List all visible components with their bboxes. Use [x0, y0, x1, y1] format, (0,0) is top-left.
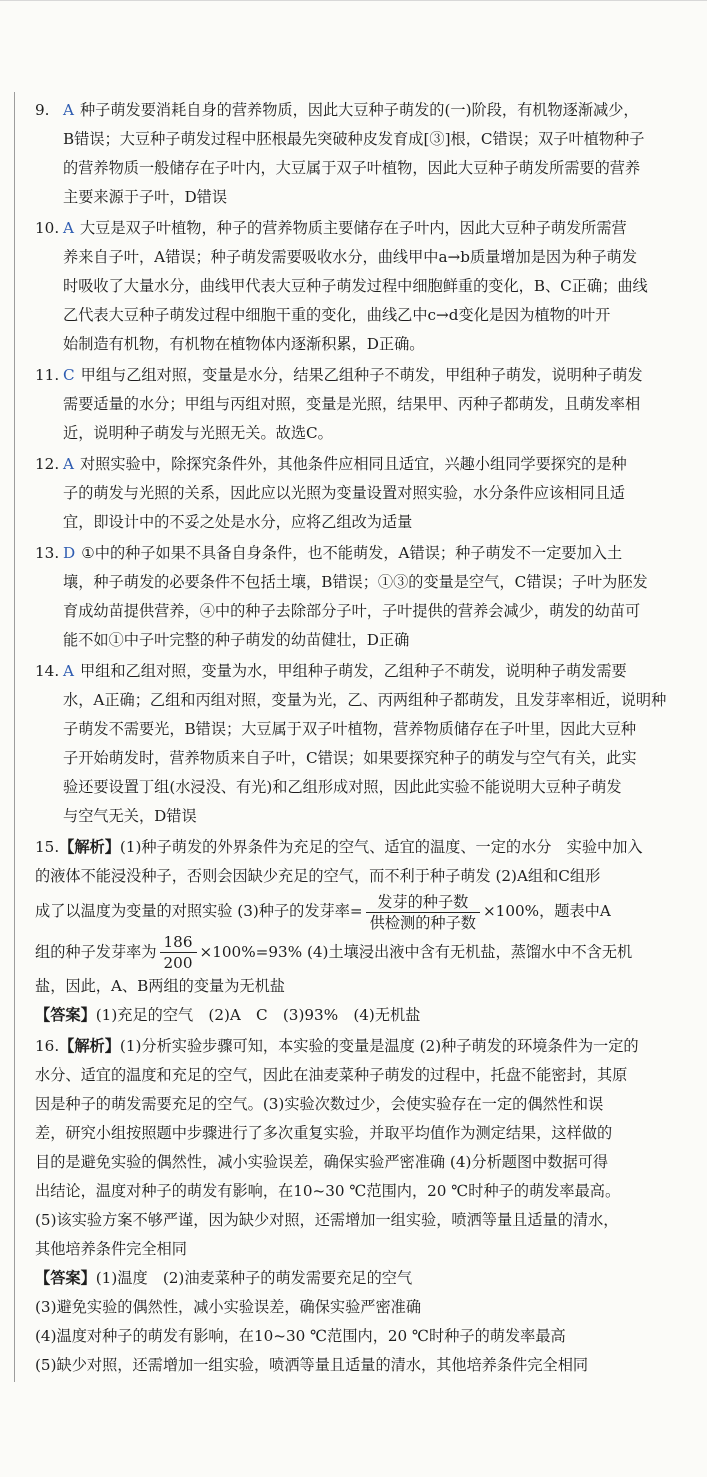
explanation-line: 能不如①中子叶完整的种子萌发的幼苗健壮，D正确 [63, 631, 410, 649]
analysis-line: (1)分析实验步骤可知，本实验的变量是温度 (2)种子萌发的环境条件为一定的 [119, 1037, 639, 1055]
answer-letter: A [63, 219, 74, 237]
group-a-rate-fraction [160, 933, 197, 972]
question-number: 10. [35, 219, 60, 237]
fraction-numerator: 发芽的种子数 [366, 893, 480, 913]
explanation-line: ①中的种子如果不具备自身条件，也不能萌发，A错误；种子萌发不一定要加入土 [81, 544, 623, 562]
analysis-line: ×100%，题表中A [482, 902, 611, 920]
explanation-line: 主要来源于子叶，D错误 [63, 188, 228, 206]
analysis-line: 其他培养条件完全相同 [35, 1240, 187, 1258]
germination-rate-formula [366, 893, 480, 932]
answer-text: (1)充足的空气 (2)A C (3)93% (4)无机盐 [95, 1006, 421, 1024]
question-13 [35, 539, 675, 655]
explanation-line: 的营养物质一般储存在子叶内，大豆属于双子叶植物，因此大豆种子萌发所需要的营养 [63, 159, 641, 177]
question-16 [35, 1032, 675, 1380]
answer-letter: D [63, 544, 76, 562]
answer-text: (4)温度对种子的萌发有影响，在10~30 ℃范围内，20 ℃时种子的萌发率最高 [35, 1327, 566, 1345]
analysis-line: 盐，因此，A、B两组的变量为无机盐 [35, 977, 285, 995]
explanation-line: 甲组和乙组对照，变量为水，甲组种子萌发，乙组种子不萌发，说明种子萌发需要 [79, 662, 627, 680]
question-10 [35, 214, 675, 359]
explanation-line: 始制造有机物，有机物在植物体内逐渐积累，D正确。 [63, 335, 425, 353]
left-margin-rule [14, 92, 15, 1382]
explanation-line: 验还要设置丁组(水浸没、有光)和乙组形成对照，因此此实验不能说明大豆种子萌发 [63, 778, 622, 796]
answer-letter: A [63, 455, 74, 473]
question-number: 12. [35, 455, 60, 473]
answer-text: (1)温度 (2)油麦菜种子的萌发需要充足的空气 [95, 1269, 413, 1287]
analysis-line: 水分、适宜的温度和充足的空气，因此在油麦菜种子萌发的过程中，托盘不能密封，其原 [35, 1066, 628, 1084]
analysis-line: 成了以温度为变量的对照实验 (3)种子的发芽率= [35, 902, 363, 920]
analysis-line: 差，研究小组按照题中步骤进行了多次重复实验，并取平均值作为测定结果，这样做的 [35, 1124, 613, 1142]
answer-letter: A [63, 662, 74, 680]
explanation-line: 宜，即设计中的不妥之处是水分，应将乙组改为适量 [63, 513, 413, 531]
fraction-numerator: 186 [160, 933, 197, 953]
explanation-line: 近，说明种子萌发与光照无关。故选C。 [63, 424, 333, 442]
analysis-line: 目的是避免实验的偶然性，减小实验误差，确保实验严密准确 (4)分析题图中数据可得 [35, 1153, 609, 1171]
analysis-line: (1)种子萌发的外界条件为充足的空气、适宜的温度、一定的水分 实验中加入 [119, 838, 643, 856]
question-9 [35, 96, 675, 212]
answer-text: (5)缺少对照，还需增加一组实验，喷洒等量且适量的清水，其他培养条件完全相同 [35, 1356, 589, 1374]
explanation-line: 子的萌发与光照的关系，因此应以光照为变量设置对照实验，水分条件应该相同且适 [63, 484, 625, 502]
analysis-line: ×100%=93% (4)土壤浸出液中含有无机盐，蒸馏水中不含无机 [199, 942, 633, 961]
explanation-line: 子开始萌发时，营养物质来自子叶，C错误；如果要探究种子的萌发与空气有关，此实 [63, 749, 637, 767]
question-11 [35, 361, 675, 448]
question-14 [35, 657, 675, 831]
answer-letter: A [63, 101, 74, 119]
explanation-line: 时吸收了大量水分，曲线甲代表大豆种子萌发过程中细胞鲜重的变化，B、C正确；曲线 [63, 277, 648, 295]
explanation-line: 养来自子叶，A错误；种子萌发需要吸收水分，曲线甲中a→b质量增加是因为种子萌发 [63, 248, 638, 266]
explanation-line: B错误；大豆种子萌发过程中胚根最先突破种皮发育成[③]根，C错误；双子叶植物种子 [63, 130, 645, 148]
explanation-line: 乙代表大豆种子萌发过程中细胞干重的变化，曲线乙中c→d变化是因为植物的叶开 [63, 306, 611, 324]
fraction-denominator: 供检测的种子数 [369, 913, 476, 932]
question-number: 14. [35, 662, 60, 680]
analysis-line: 因是种子的萌发需要充足的空气。(3)实验次数过少，会使实验存在一定的偶然性和误 [35, 1095, 604, 1113]
analysis-line: 的液体不能浸没种子，否则会因缺少充足的空气，而不利于种子萌发 (2)A组和C组形 [35, 867, 601, 885]
analysis-line: 组的种子发芽率为 [35, 942, 157, 961]
explanation-line: 种子萌发要消耗自身的营养物质，因此大豆种子萌发的(一)阶段，有机物逐渐减少， [79, 101, 639, 119]
question-number: 13. [35, 544, 60, 562]
top-divider [0, 0, 707, 1]
question-number: 16. [35, 1037, 60, 1055]
question-number: 11. [35, 366, 60, 384]
analysis-line: (5)该实验方案不够严谨，因为缺少对照，还需增加一组实验，喷洒等量且适量的清水， [35, 1211, 619, 1229]
fraction-denominator: 200 [163, 954, 193, 972]
analysis-tag: 【解析】 [59, 1037, 120, 1055]
answer-letter: C [63, 366, 75, 384]
explanation-line: 与空气无关，D错误 [63, 807, 197, 825]
explanation-line: 对照实验中，除探究条件外，其他条件应相同且适宜，兴趣小组同学要探究的是种 [79, 455, 627, 473]
answer-tag: 【答案】 [35, 1269, 96, 1287]
answer-tag: 【答案】 [35, 1006, 96, 1024]
explanation-line: 甲组与乙组对照，变量是水分，结果乙组种子不萌发，甲组种子萌发，说明种子萌发 [80, 366, 643, 384]
explanation-line: 水，A正确；乙组和丙组对照，变量为光，乙、丙两组种子都萌发，且发芽率相近，说明种 [63, 691, 667, 709]
question-15 [35, 833, 675, 1030]
question-number: 15. [35, 838, 60, 856]
explanation-line: 育成幼苗提供营养，④中的种子去除部分子叶，子叶提供的营养会减少，萌发的幼苗可 [63, 602, 641, 620]
explanation-line: 需要适量的水分；甲组与丙组对照，变量是光照，结果甲、丙种子都萌发，且萌发率相 [63, 395, 641, 413]
question-number: 9. [35, 101, 50, 119]
explanation-line: 子萌发不需要光，B错误；大豆属于双子叶植物，营养物质储存在子叶里，因此大豆种 [63, 720, 637, 738]
analysis-line: 出结论，温度对种子的萌发有影响，在10~30 ℃范围内，20 ℃时种子的萌发率最高。 [35, 1182, 621, 1200]
question-12 [35, 450, 675, 537]
explanation-line: 大豆是双子叶植物，种子的营养物质主要储存在子叶内，因此大豆种子萌发所需营 [79, 219, 627, 237]
analysis-tag: 【解析】 [59, 838, 120, 856]
answer-sheet [35, 96, 675, 1382]
explanation-line: 壤，种子萌发的必要条件不包括土壤，B错误；①③的变量是空气，C错误；子叶为胚发 [63, 573, 648, 591]
answer-text: (3)避免实验的偶然性，减小实验误差，确保实验严密准确 [35, 1298, 422, 1316]
